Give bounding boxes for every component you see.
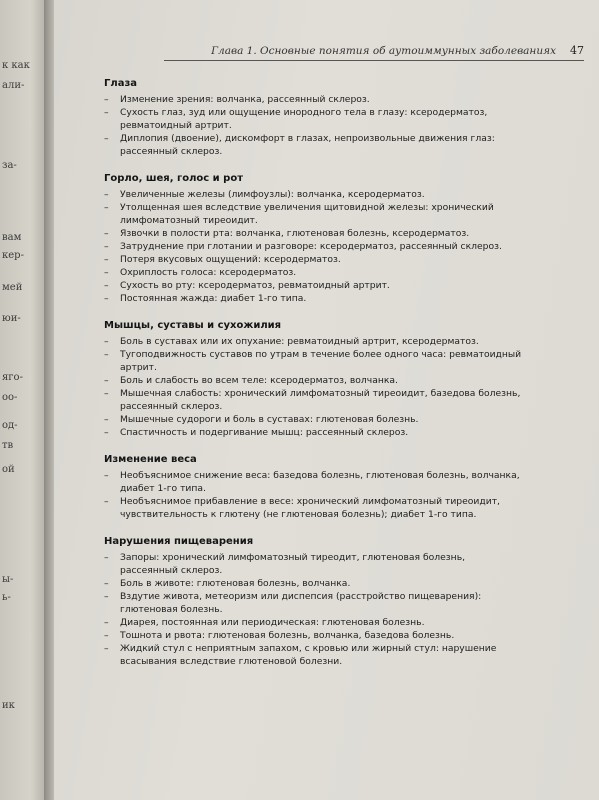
left-page-fragment: мей [2, 282, 23, 293]
left-page-fragment: ой [2, 464, 15, 475]
list-item [104, 348, 524, 374]
bullet-dash: – [104, 280, 109, 291]
bullet-dash: – [104, 189, 109, 200]
section-title: Нарушения пищеварения [104, 536, 254, 547]
book-gutter [44, 0, 54, 800]
left-page-fragment: ик [2, 700, 15, 711]
list-item-text: Язвочки в полости рта: волчанка, глютеновая болезнь, ксеродерматоз. [120, 228, 470, 239]
list-item-text: Тугоподвижность суставов по утрам в течение более одного часа: ревматоидный артрит. [120, 349, 522, 373]
list-item-text: Потеря вкусовых ощущений: ксеродерматоз. [120, 254, 341, 265]
left-page-fragment: али- [2, 80, 25, 91]
list-item-text: Мышечные судороги и боль в суставах: глютеновая болезнь. [120, 414, 419, 425]
bullet-dash: – [104, 107, 109, 118]
book-page [54, 0, 599, 800]
list-item-text: Изменение зрения: волчанка, рассеянный склероз. [120, 94, 370, 105]
list-item-text: Увеличенные железы (лимфоузлы): волчанка, ксеродерматоз. [120, 189, 425, 200]
left-page-fragment: к как [2, 60, 30, 71]
list-item-text: Боль в животе: глютеновая болезнь, волчанка. [120, 578, 351, 589]
chapter-title: Глава 1. Основные понятия об аутоиммунных заболеваниях [211, 45, 556, 57]
bullet-dash: – [104, 470, 109, 481]
bullet-dash: – [104, 94, 109, 105]
list-item [104, 469, 524, 495]
list-item [104, 577, 524, 590]
symptom-section [104, 78, 524, 158]
bullet-dash: – [104, 133, 109, 144]
bullet-dash: – [104, 552, 109, 563]
list-item-text: Сухость во рту: ксеродерматоз, ревматоидный артрит. [120, 280, 390, 291]
list-item [104, 629, 524, 642]
list-item [104, 188, 524, 201]
list-item [104, 374, 524, 387]
list-item-text: Постоянная жажда: диабет 1-го типа. [120, 293, 307, 304]
symptom-section [104, 173, 524, 305]
bullet-dash: – [104, 591, 109, 602]
list-item [104, 279, 524, 292]
symptom-section [104, 536, 524, 668]
symptom-section [104, 454, 524, 521]
left-page-fragment: ь- [2, 592, 11, 603]
list-item-text: Сухость глаз, зуд или ощущение инородного тела в глазу: ксеродерматоз, ревматоидный артрит. [120, 107, 488, 131]
left-page-fragment: яго- [2, 372, 23, 383]
left-page-fragment: за- [2, 160, 17, 171]
left-page-fragment: юи- [2, 313, 21, 324]
list-item-text: Боль и слабость во всем теле: ксеродерматоз, волчанка. [120, 375, 398, 386]
symptom-section [104, 320, 524, 439]
list-item-text: Мышечная слабость: хронический лимфоматозный тиреоидит, базедова болезнь, рассеянный склероз. [120, 388, 521, 412]
bullet-dash: – [104, 336, 109, 347]
bullet-dash: – [104, 228, 109, 239]
list-item [104, 426, 524, 439]
left-page-fragment: оо- [2, 392, 18, 403]
section-title: Изменение веса [104, 454, 197, 465]
list-item [104, 292, 524, 305]
list-item-text: Боль в суставах или их опухание: ревматоидный артрит, ксеродерматоз. [120, 336, 479, 347]
list-item [104, 227, 524, 240]
list-item [104, 253, 524, 266]
bullet-dash: – [104, 414, 109, 425]
bullet-dash: – [104, 293, 109, 304]
bullet-dash: – [104, 241, 109, 252]
list-item-text: Охриплость голоса: ксеродерматоз. [120, 267, 297, 278]
list-item [104, 93, 524, 106]
bullet-dash: – [104, 267, 109, 278]
list-item [104, 335, 524, 348]
list-item-text: Запоры: хронический лимфоматозный тиреодит, глютеновая болезнь, рассеянный склероз. [120, 552, 466, 576]
list-item-text: Диплопия (двоение), дискомфорт в глазах, непроизвольные движения глаз: рассеянный склероз. [120, 133, 495, 157]
list-item [104, 240, 524, 253]
left-page-fragment: вам [2, 232, 22, 243]
symptom-list [104, 78, 524, 683]
running-head [164, 44, 584, 61]
list-item [104, 201, 524, 227]
list-item [104, 106, 524, 132]
left-page-fragment: кер- [2, 250, 24, 261]
bullet-dash: – [104, 349, 109, 360]
bullet-dash: – [104, 375, 109, 386]
bullet-dash: – [104, 202, 109, 213]
list-item-text: Тошнота и рвота: глютеновая болезнь, волчанка, базедова болезнь. [120, 630, 455, 641]
left-page-fragment: ы- [2, 574, 14, 585]
list-item [104, 413, 524, 426]
list-item-text: Утолщенная шея вследствие увеличения щитовидной железы: хронический лимфоматозный тиреоидит. [120, 202, 494, 226]
list-item [104, 551, 524, 577]
list-item-text: Необъяснимое прибавление в весе: хронический лимфоматозный тиреоидит, чувствительность к глютену (не глютеновая болезнь); диабет 1-го типа. [120, 496, 500, 520]
section-title: Горло, шея, голос и рот [104, 173, 243, 184]
bullet-dash: – [104, 427, 109, 438]
list-item [104, 266, 524, 279]
left-page-edge [0, 0, 44, 800]
section-title: Мышцы, суставы и сухожилия [104, 320, 282, 331]
list-item-text: Необъяснимое снижение веса: базедова болезнь, глютеновая болезнь, волчанка, диабет 1-го типа. [120, 470, 520, 494]
list-item-text: Жидкий стул с неприятным запахом, с кровью или жирный стул: нарушение всасывания вследствие глютеновой болезни. [120, 643, 497, 667]
bullet-dash: – [104, 578, 109, 589]
section-title: Глаза [104, 78, 138, 89]
left-page-fragment: тв [2, 440, 14, 451]
list-item-text: Вздутие живота, метеоризм или диспепсия (расстройство пищеварения): глютеновая болезнь. [120, 591, 482, 615]
bullet-dash: – [104, 388, 109, 399]
bullet-dash: – [104, 254, 109, 265]
list-item [104, 616, 524, 629]
list-item [104, 387, 524, 413]
bullet-dash: – [104, 617, 109, 628]
list-item-text: Затруднение при глотании и разговоре: ксеродерматоз, рассеянный склероз. [120, 241, 502, 252]
list-item [104, 495, 524, 521]
page-number: 47 [570, 44, 584, 57]
bullet-dash: – [104, 643, 109, 654]
left-page-fragment: од- [2, 420, 18, 431]
list-item-text: Диарея, постоянная или периодическая: глютеновая болезнь. [120, 617, 425, 628]
list-item [104, 132, 524, 158]
bullet-dash: – [104, 496, 109, 507]
list-item [104, 590, 524, 616]
bullet-dash: – [104, 630, 109, 641]
list-item-text: Спастичность и подергивание мышц: рассеянный склероз. [120, 427, 409, 438]
list-item [104, 642, 524, 668]
